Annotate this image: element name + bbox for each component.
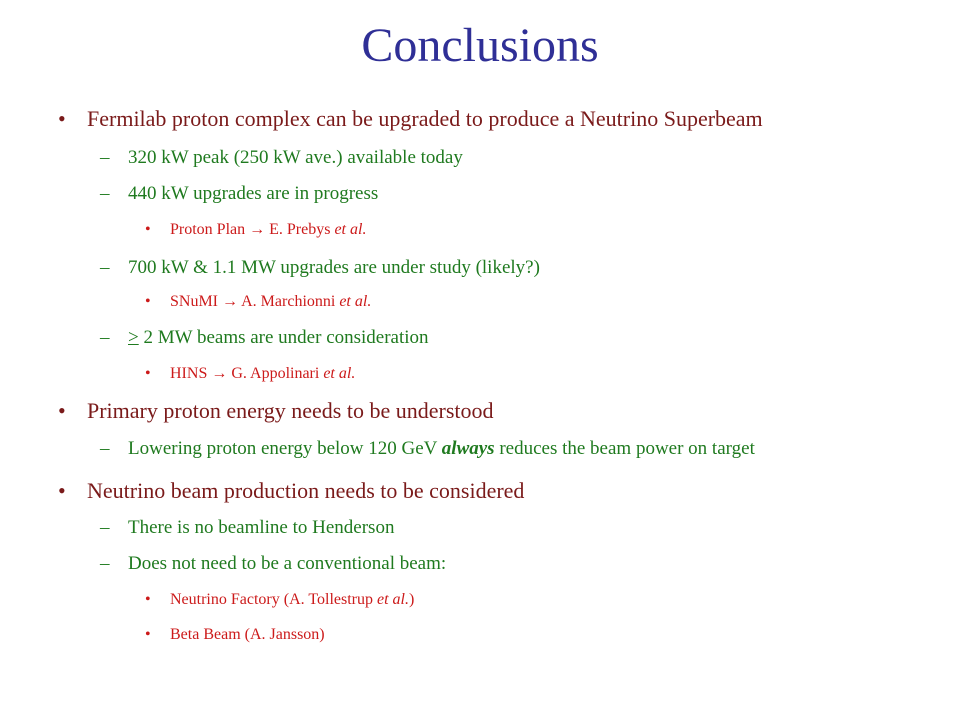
dash-marker: – [100,553,110,574]
sub-bullet-lowering-energy: Lowering proton energy below 120 GeV always reduces the beam power on target [128,438,755,459]
sub-bullet-440kw: 440 kW upgrades are in progress [128,183,379,204]
sub-sub-bullet-marker: • [145,591,151,608]
bullet-marker: • [58,398,66,423]
dash-marker: – [100,438,110,459]
bullet-marker: • [58,106,66,131]
sub-sub-bullet-marker: • [145,221,151,238]
sub-sub-bullet-neutrino-factory: Neutrino Factory (A. Tollestrup et al.) [170,591,415,608]
sub-sub-bullet-marker: • [145,365,151,382]
sub-sub-bullet-marker: • [145,626,151,643]
bullet-fermilab-upgrade: Fermilab proton complex can be upgraded to produce a Neutrino Superbeam [87,106,763,131]
sub-bullet-320kw: 320 kW peak (250 kW ave.) available today [128,147,463,168]
sub-sub-bullet-snumi: SNuMI → A. Marchionni et al. [170,293,372,310]
dash-marker: – [100,183,110,204]
dash-marker: – [100,517,110,538]
sub-sub-bullet-marker: • [145,293,151,310]
dash-marker: – [100,327,110,348]
sub-bullet-not-conventional: Does not need to be a conventional beam: [128,553,447,574]
sub-sub-bullet-beta-beam: Beta Beam (A. Jansson) [170,626,325,643]
sub-bullet-700kw: 700 kW & 1.1 MW upgrades are under study (likely?) [128,257,540,278]
bullet-primary-proton-energy: Primary proton energy needs to be understood [87,398,494,423]
dash-marker: – [100,147,110,168]
bullet-marker: • [58,478,66,503]
sub-sub-bullet-proton-plan: Proton Plan → E. Prebys et al. [170,221,367,238]
dash-marker: – [100,257,110,278]
slide-title: Conclusions [361,19,599,72]
sub-bullet-no-beamline: There is no beamline to Henderson [128,517,395,538]
bullet-neutrino-beam-production: Neutrino beam production needs to be considered [87,478,525,503]
sub-bullet-2mw: > 2 MW beams are under consideration [128,327,429,348]
sub-sub-bullet-hins: HINS → G. Appolinari et al. [170,365,356,382]
